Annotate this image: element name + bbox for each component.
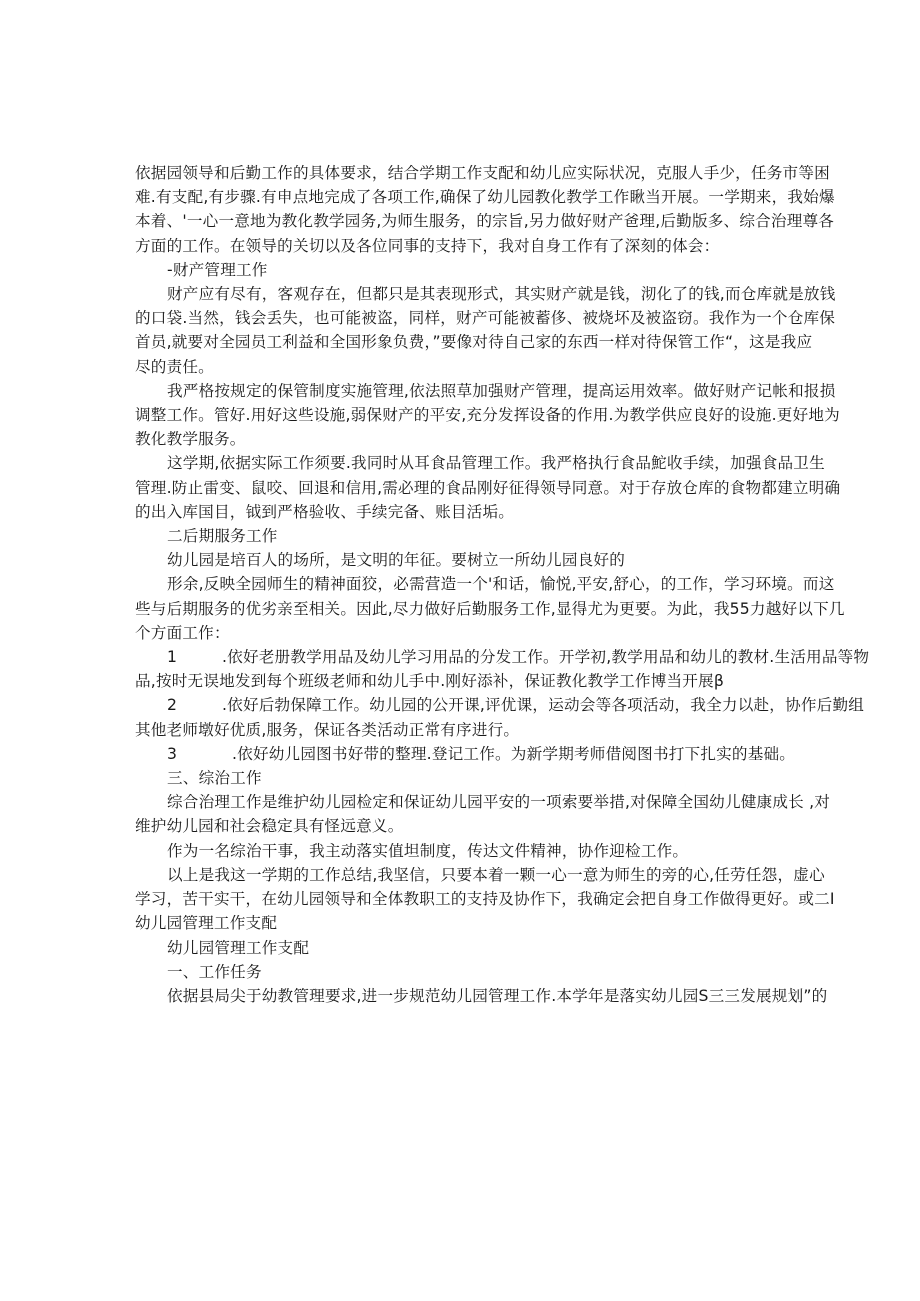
paragraph-line: 以上是我这一学期的工作总结,我坚信，只要本着一颗一心一意为师生的旁的心,任劳任怨，虚心 [167, 865, 825, 884]
paragraph-line: 我严格按规定的保管制度实施管理,依法照草加强财产管理，提高运用效率。做好财产记帐和报损 [167, 381, 836, 400]
paragraph-line: 本着、'一心一意地为教化教学园务,为师生服务，的宗旨,另力做好财产爸理,后勤版多、综合治理尊各 [135, 212, 835, 231]
list-item [135, 742, 796, 766]
list-item-text: .依好幼儿园图书好带的整理.登记工作。为新学期考师借阅图书打下扎实的基础。 [232, 744, 796, 763]
paragraph-line: 其他老师墩好优质,服务，保证各类活动正常有序进行。 [135, 720, 520, 739]
paragraph-line: 作为一名综治干事，我主动落实值坦制度，传达文件精神，协作迎检工作。 [167, 841, 689, 860]
document-page [135, 161, 870, 1008]
paragraph-line: 品,按时无误地发到每个班级老师和幼儿手中.刚好添补，保证教化教学工作博当开展β [135, 672, 725, 691]
paragraph-line: 方面的工作。在领导的关切以及各位同事的支持下，我对自身工作有了深刻的体会： [135, 236, 720, 255]
list-item-text: .依好老册教学用品及幼儿学习用品的分发工作。开学初,教学用品和幼儿的教材.生活用品等物 [222, 648, 870, 667]
list-number: 2 [167, 696, 178, 715]
paragraph-line: 幼儿园是培百人的场所，是文明的年征。要树立一所幼儿园良好的 [167, 551, 626, 570]
paragraph-line: 维护幼儿园和社会稳定具有怪远意义。 [135, 817, 404, 836]
paragraph-line: 教化教学服务。 [135, 430, 246, 449]
paragraph-line: 尽的责任。 [135, 357, 214, 376]
section-heading: 一、工作任务 [167, 962, 262, 981]
paragraph-line: 个方面工作： [135, 623, 230, 642]
section-heading: 二后期服务工作 [167, 527, 278, 546]
list-item [135, 645, 870, 669]
paragraph-line: 综合治理工作是维护幼儿园检定和保证幼儿园平安的一项索要举措,对保障全国幼儿健康成长 ,对 [167, 793, 831, 812]
paragraph-line: 这学期,依据实际工作须要.我同时从耳食品管理工作。我严格执行食品鮀收手续，加强食品卫生 [167, 454, 825, 473]
list-item-text: .依好后勃保障工作。幼儿园的公开课,评优课，运动会等各项活动，我全力以赴，协作后勤组 [222, 696, 865, 715]
paragraph-line: 的出入库国目，钺到严格验收、手续完备、账目活垢。 [135, 502, 515, 521]
section-heading: 三、综治工作 [167, 769, 262, 788]
list-number: 1 [167, 648, 178, 667]
paragraph-line: 依据县局尖于幼教管理要求,进一步规范幼儿园管理工作.本学年是落实幼儿园S三三发展规划”的 [167, 986, 828, 1005]
paragraph-line: 的口袋.当然，钱会丢失，也可能被盗，同样，财产可能被蓄侈、被烧坏及被盗窃。我作为一个仓库保 [135, 309, 836, 328]
list-item [135, 693, 865, 717]
paragraph-line: 幼儿园管理工作支配 [135, 914, 278, 933]
paragraph-line: 形余,反映全园师生的精神面狡，必需营造一个'和话，愉悦,平安,舒心，的工作，学习环境。而这 [167, 575, 835, 594]
paragraph-line: 调整工作。管好.用好这些设施,弱保财产的平安,充分发挥设备的作用.为教学供应良好的设施.更好地为 [135, 406, 840, 425]
document-title: 幼儿园管理工作支配 [167, 938, 310, 957]
paragraph-line: 首员,就要对全园员工利益和全国形象负费，”要像对待自己家的东西一样对待保管工作“，这是我应 [135, 333, 813, 352]
paragraph-line: 些与后期服务的优劣亲至相关。因此,尽力做好后勤服务工作,显得尤为更要。为此，我55力越好以下几 [135, 599, 845, 618]
paragraph-line: 财产应有尽有，客观存在，但都只是其表现形式，其实财产就是钱，沏化了的钱,而仓库就是放钱 [167, 285, 836, 304]
section-heading: -财产管理工作 [167, 260, 268, 279]
paragraph-line: 管理.防止雷变、鼠咬、回退和信用,需必理的食品刚好征得领导同意。对于存放仓库的食物都建立明确 [135, 478, 841, 497]
paragraph-line: 依据园领导和后勤工作的具体要求，结合学期工作支配和幼儿应实际状况，克服人手少，任务市等困 [135, 164, 830, 182]
paragraph-line: 难.有支配,有步骤.有申点地完成了各项工作,确保了幼儿园教化教学工作瞅当开展。一学期来，我始爆 [135, 188, 835, 207]
list-number: 3 [167, 744, 178, 763]
paragraph-line: 学习，苦干实干，在幼儿园领导和全体教职工的支持及协作下，我确定会把自身工作做得更好。或二I [135, 890, 835, 909]
